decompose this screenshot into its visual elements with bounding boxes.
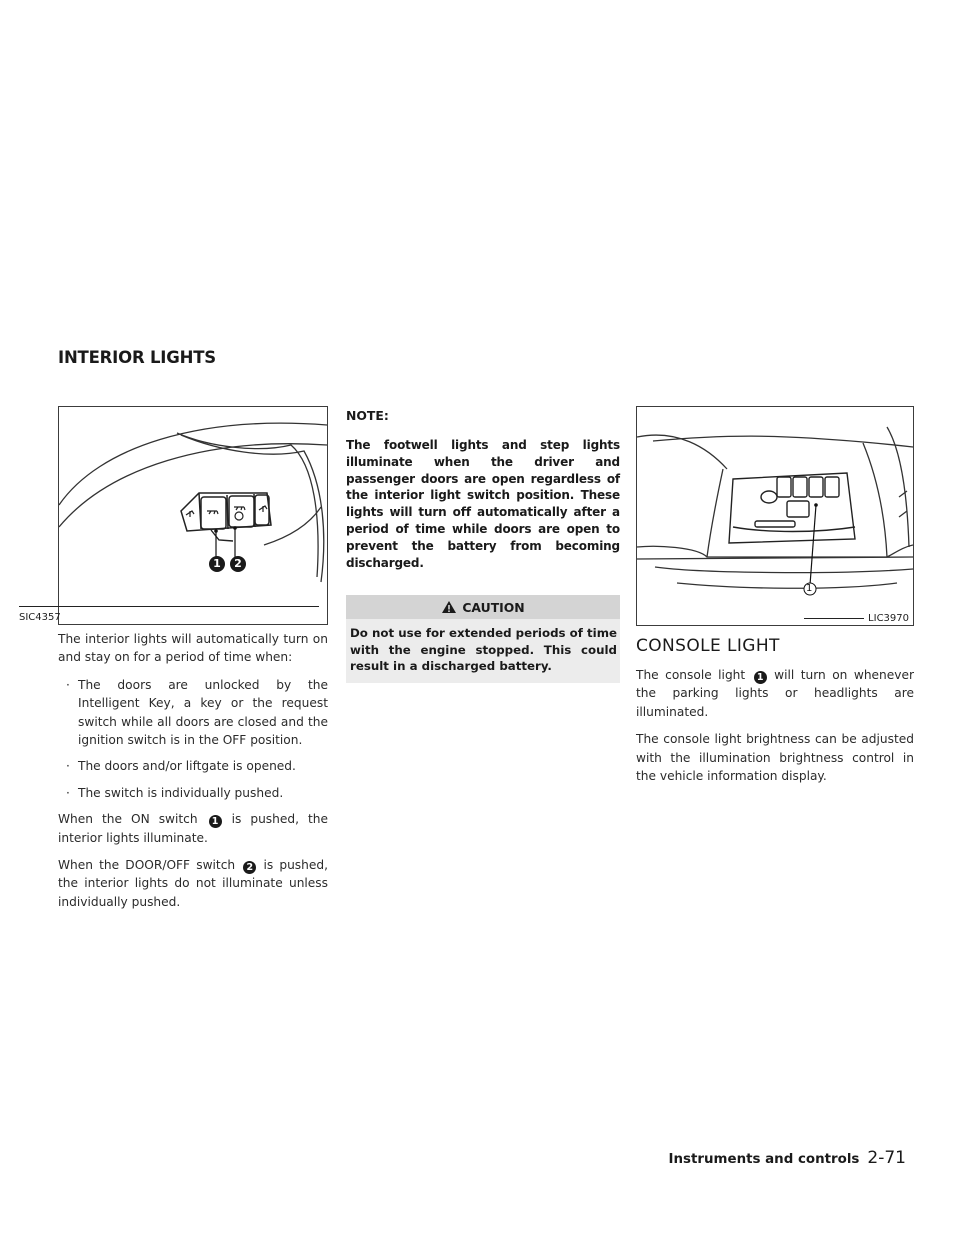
console-illustration (637, 407, 913, 613)
left-column-text (58, 630, 328, 920)
bullet-dot: · (66, 677, 70, 692)
figure-interior-light-switches (19, 406, 328, 625)
bullet-dot: · (66, 785, 70, 800)
section-title: INTERIOR LIGHTS (58, 348, 216, 367)
callout-1-inline: 1 (754, 671, 767, 684)
bullet-text: The doors are unlocked by the Intelligent Key, a key or the request switch while all doors are closed and the ignition switch is in the OFF position. (78, 677, 328, 748)
switch-panel-illustration (59, 407, 327, 612)
console-paragraph-1: The console light 1 will turn on whenever the parking lights or headlights are illuminated. (636, 668, 914, 719)
figure-code-rule (804, 618, 864, 619)
caution-text: Do not use for extended periods of time with the engine stopped. This could result in a discharged battery. (346, 619, 620, 683)
chapter-title: Instruments and controls (668, 1152, 860, 1167)
callout-2: 2 (230, 556, 246, 572)
bullet-item (58, 784, 328, 802)
console-light-title: CONSOLE LIGHT (636, 636, 780, 656)
bullet-item (58, 676, 328, 750)
console-text (636, 666, 914, 785)
page-number: 2-71 (867, 1148, 906, 1168)
callout-1: 1 (806, 583, 813, 594)
figure-code: LIC3970 (804, 613, 909, 624)
page-footer (669, 1148, 906, 1168)
bullet-text: The doors and/or liftgate is opened. (78, 759, 296, 774)
figure-console-light (636, 406, 914, 626)
caution-header (346, 595, 620, 619)
callout-2-inline: 2 (243, 861, 256, 874)
warning-triangle-icon (441, 600, 457, 614)
figure-code: SIC4357 (19, 601, 323, 623)
right-column (636, 636, 914, 794)
callout-1: 1 (209, 556, 225, 572)
callout-1-inline: 1 (209, 815, 222, 828)
caution-box (346, 595, 620, 683)
note-label: NOTE: (346, 408, 389, 423)
on-switch-paragraph: When the ON switch 1 is pushed, the interior lights illuminate. (58, 812, 328, 845)
note-body: The footwell lights and step lights illuminate when the driver and passenger doors are open regardless of the interior light switch position. These lights will turn off automatically after a period of time while doors are open to prevent the battery from becoming discharged. (346, 438, 620, 570)
figure-code-rule (19, 606, 319, 607)
bullet-item (58, 757, 328, 775)
bullet-dot: · (66, 759, 70, 774)
bullet-text: The switch is individually pushed. (78, 785, 284, 800)
intro-paragraph: The interior lights will automatically turn on and stay on for a period of time when: (58, 632, 328, 665)
console-paragraph-2: The console light brightness can be adjusted with the illumination brightness control in the vehicle information display. (636, 732, 914, 784)
door-off-switch-paragraph: When the DOOR/OFF switch 2 is pushed, the interior lights do not illuminate unless individually pushed. (58, 858, 328, 909)
caution-title: CAUTION (462, 599, 525, 615)
middle-column (346, 408, 620, 683)
